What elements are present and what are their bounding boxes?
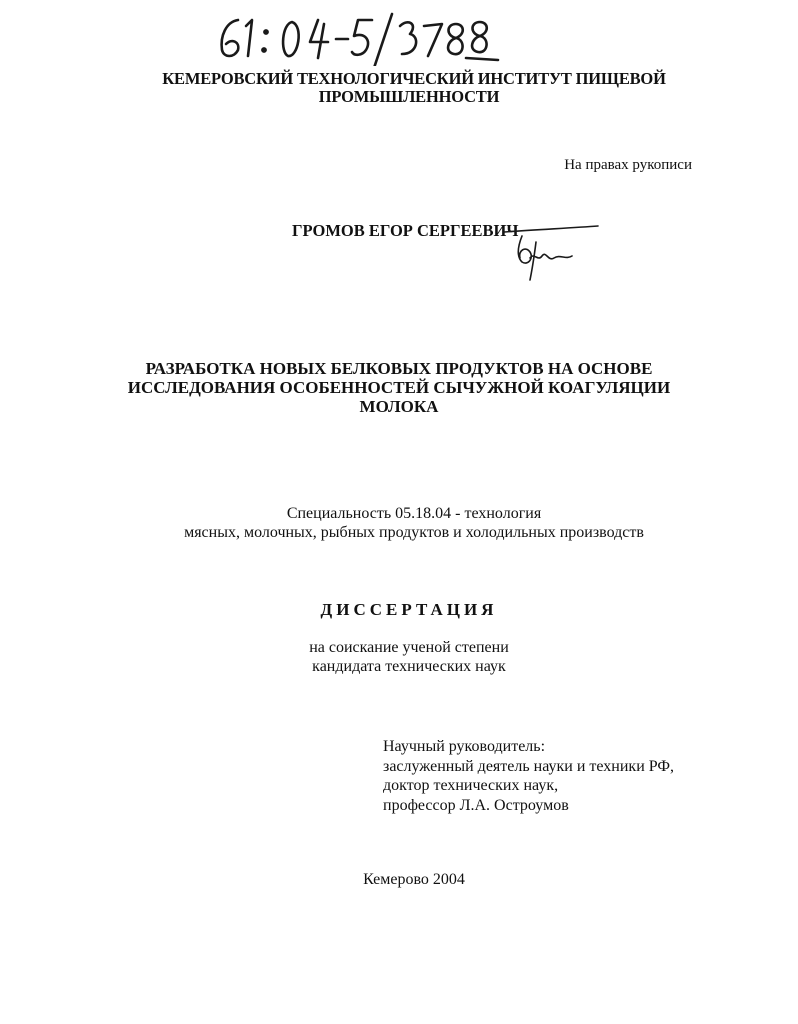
specialty-line2: мясных, молочных, рыбных продуктов и холодильных производств xyxy=(184,524,644,541)
author-name: ГРОМОВ ЕГОР СЕРГЕЕВИЧ xyxy=(292,221,519,240)
dissertation-title-line2: ИССЛЕДОВАНИЯ ОСОБЕННОСТЕЙ СЫЧУЖНОЙ КОАГУЛЯЦИИ xyxy=(127,378,671,397)
degree-line2: кандидата технических наук xyxy=(312,658,506,675)
supervisor-name: профессор Л.А. Остроумов xyxy=(383,796,569,814)
author-signature xyxy=(500,222,610,284)
supervisor-title1: заслуженный деятель науки и техники РФ, xyxy=(383,757,675,775)
rights-note: На правах рукописи xyxy=(564,157,692,173)
specialty-line1: Специальность 05.18.04 - технология xyxy=(286,505,542,522)
institute-name-line1: КЕМЕРОВСКИЙ ТЕХНОЛОГИЧЕСКИЙ ИНСТИТУТ ПИЩЕВОЙ xyxy=(162,69,666,88)
place-year: Кемерово 2004 xyxy=(363,871,465,888)
document-type: ДИССЕРТАЦИЯ xyxy=(320,600,498,619)
handwritten-archive-number xyxy=(0,6,520,66)
institute-name-line2: ПРОМЫШЛЕННОСТИ xyxy=(318,87,500,106)
supervisor-block xyxy=(383,737,674,815)
dissertation-title-line3: МОЛОКА xyxy=(359,397,439,416)
supervisor-title2: доктор технических наук, xyxy=(383,777,559,794)
supervisor-label: Научный руководитель: xyxy=(383,738,546,755)
degree-line1: на соискание ученой степени xyxy=(309,639,509,656)
dissertation-title-line1: РАЗРАБОТКА НОВЫХ БЕЛКОВЫХ ПРОДУКТОВ НА ОСНОВЕ xyxy=(145,359,653,378)
